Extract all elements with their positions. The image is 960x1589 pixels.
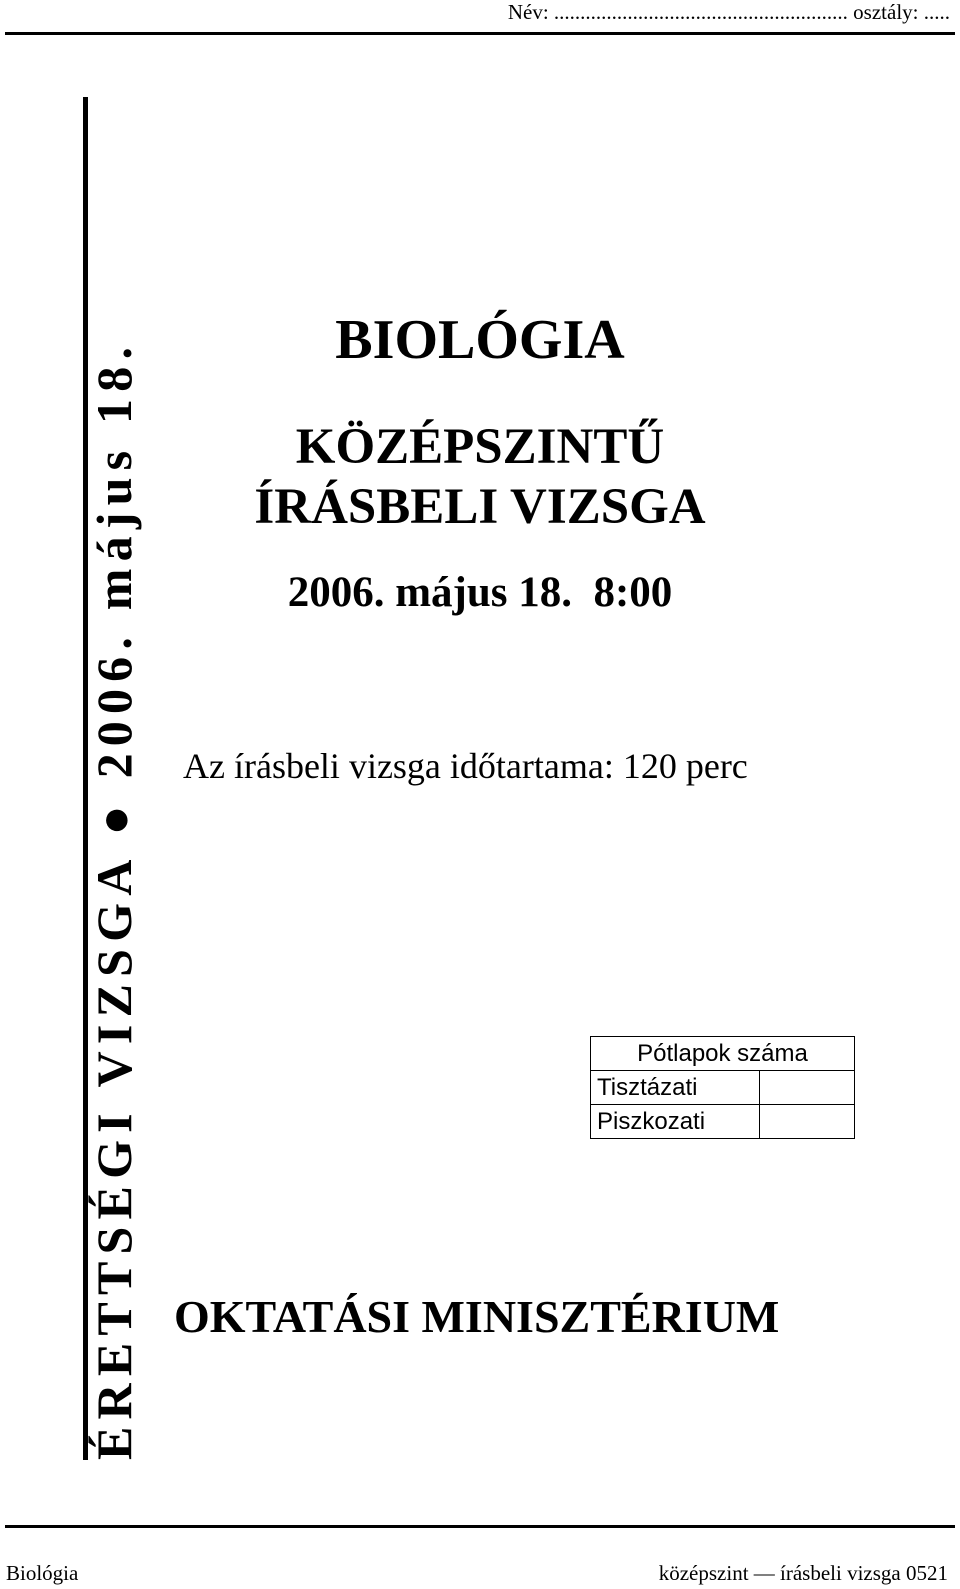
side-banner-rule (83, 97, 88, 1460)
exam-level-line2: ÍRÁSBELI VIZSGA (254, 479, 706, 535)
exam-duration: Az írásbeli vizsga időtartama: 120 perc (183, 746, 748, 786)
header-rule (5, 32, 955, 35)
clean-copy-label: Tisztázati (591, 1071, 760, 1105)
draft-label: Piszkozati (591, 1105, 760, 1139)
student-name-class-line: Név: ........................................................ osztály: ..... (507, 0, 950, 24)
subject-title: BIOLÓGIA (335, 309, 625, 371)
ministry-name: OKTATÁSI MINISZTÉRIUM (174, 1291, 780, 1342)
footer-exam-code: középszint — írásbeli vizsga 0521 (658, 1561, 948, 1585)
exam-level-line1: KÖZÉPSZINTŰ (295, 419, 665, 475)
extra-sheets-table (590, 1036, 855, 1139)
draft-count-field[interactable] (760, 1105, 855, 1139)
clean-copy-count-field[interactable] (760, 1071, 855, 1105)
footer-rule (5, 1525, 955, 1528)
side-banner-text: ÉRETTSÉGI VIZSGA ● 2006. május 18. (86, 339, 142, 1460)
table-row (591, 1105, 855, 1139)
extra-sheets-header: Pótlapok száma (591, 1037, 855, 1071)
table-row (591, 1071, 855, 1105)
exam-date: 2006. május 18. 8:00 (287, 569, 673, 616)
footer-subject: Biológia (6, 1561, 79, 1585)
